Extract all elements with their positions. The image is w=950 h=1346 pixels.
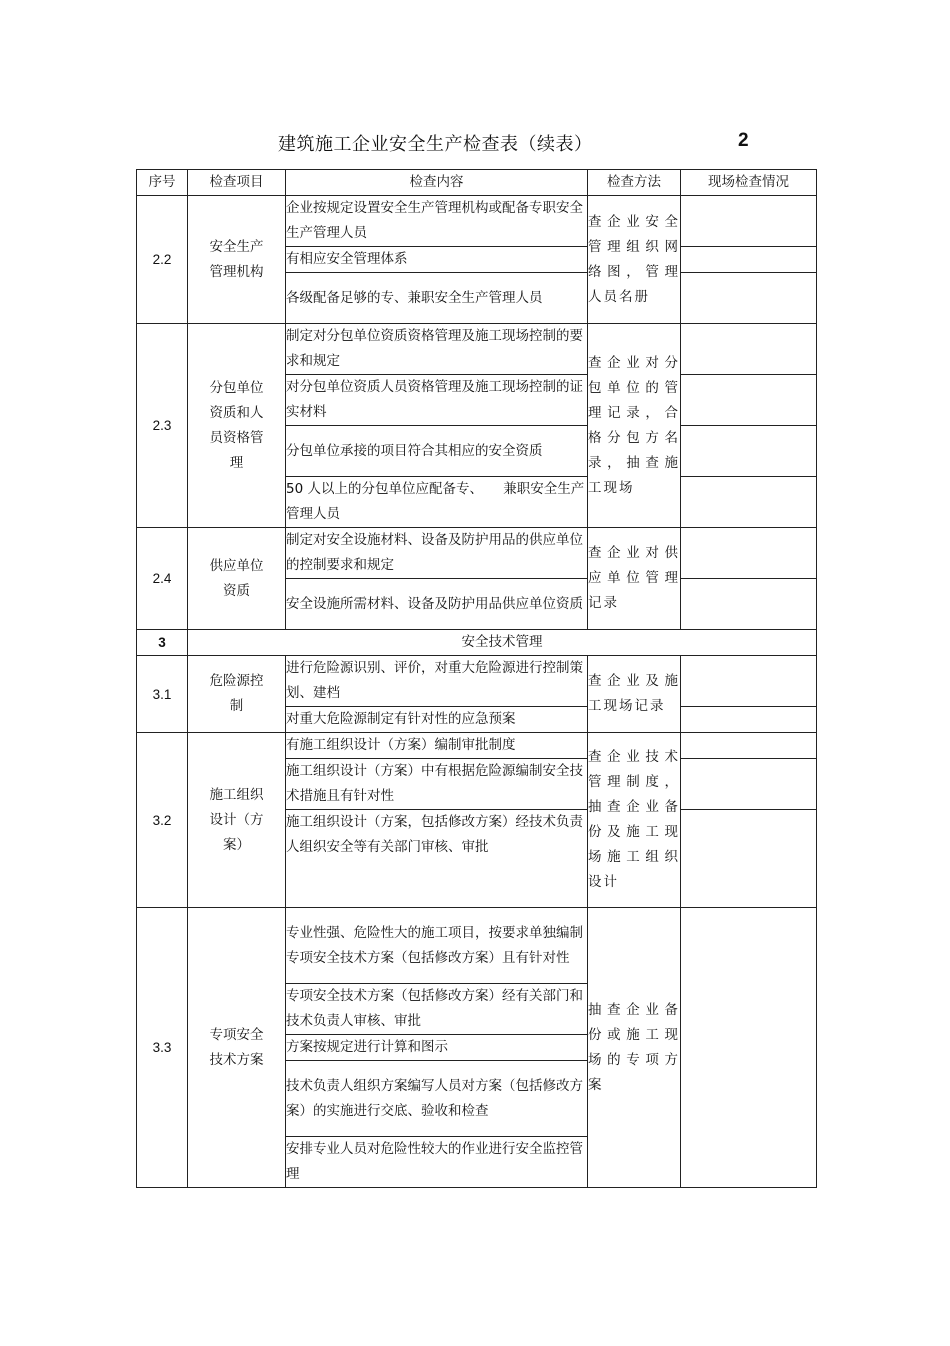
row-number: 2.2	[137, 196, 188, 324]
check-method: 抽查企业备份或施工现场的专项方案	[588, 1001, 680, 1093]
table-row	[137, 324, 817, 375]
check-content: 有相应安全管理体系	[286, 251, 408, 267]
result-cell[interactable]	[681, 579, 817, 630]
check-content: 施工组织设计（方案）中有根据危险源编制安全技术措施且有针对性	[286, 763, 583, 804]
check-method: 查企业对分包单位的管理记录，合格分包方名录，抽查施工现场	[588, 354, 680, 496]
inspection-table	[136, 169, 817, 1188]
row-number: 3.2	[137, 733, 188, 908]
check-content: 50 人以上的分包单位应配备专、 兼职安全生产管理人员	[286, 481, 585, 522]
result-cell[interactable]	[681, 908, 817, 1188]
table-row	[137, 733, 817, 759]
row-number: 2.3	[137, 324, 188, 528]
check-item: 施工组织设计（方案）	[209, 786, 264, 853]
result-cell[interactable]	[681, 324, 817, 375]
result-cell[interactable]	[681, 477, 817, 528]
check-content: 企业按规定设置安全生产管理机构或配备专职安全生产管理人员	[286, 200, 583, 241]
check-method: 查企业技术管理制度，抽查企业备份及施工现场施工组织设计	[588, 749, 680, 890]
check-content: 制定对安全设施材料、设备及防护用品的供应单位的控制要求和规定	[286, 532, 583, 573]
check-content: 进行危险源识别、评价，对重大危险源进行控制策划、建档	[286, 660, 583, 701]
result-cell[interactable]	[681, 656, 817, 707]
result-cell[interactable]	[681, 733, 817, 759]
check-content: 制定对分包单位资质资格管理及施工现场控制的要求和规定	[286, 328, 583, 369]
result-cell[interactable]	[681, 196, 817, 247]
result-cell[interactable]	[681, 426, 817, 477]
check-item: 危险源控制	[209, 673, 264, 714]
result-cell[interactable]	[681, 759, 817, 810]
section-title: 安全技术管理	[188, 630, 817, 656]
check-content: 技术负责人组织方案编写人员对方案（包括修改方案）的实施进行交底、验收和检查	[286, 1077, 583, 1119]
check-item: 专项安全技术方案	[209, 1026, 264, 1068]
result-cell[interactable]	[681, 375, 817, 426]
check-content: 专业性强、危险性大的施工项目，按要求单独编制专项安全技术方案（包括修改方案）且有针对性	[286, 924, 583, 966]
section-number: 3	[137, 630, 188, 656]
table-row	[137, 528, 817, 579]
result-cell[interactable]	[681, 273, 817, 324]
header-result: 现场检查情况	[681, 170, 817, 196]
check-item: 安全生产管理机构	[209, 238, 264, 280]
check-item: 分包单位资质和人员资格管理	[209, 379, 264, 471]
check-item: 供应单位资质	[209, 557, 264, 599]
page-number: 2	[738, 130, 749, 151]
table-header-row	[137, 170, 817, 196]
row-number: 3.3	[137, 908, 188, 1188]
header-no: 序号	[137, 170, 188, 196]
table-row	[137, 656, 817, 707]
check-method: 查企业对供应单位管理记录	[588, 545, 680, 611]
row-number: 3.1	[137, 656, 188, 733]
check-content: 分包单位承接的项目符合其相应的安全资质	[286, 442, 543, 459]
page-title: 建筑施工企业安全生产检查表（续表）	[278, 134, 593, 155]
check-method: 查企业及施工现场记录	[588, 673, 680, 714]
table-row	[137, 908, 817, 984]
check-content: 安全设施所需材料、设备及防护用品供应单位资质	[286, 595, 583, 612]
row-number: 2.4	[137, 528, 188, 630]
check-content: 对重大危险源制定有针对性的应急预案	[286, 711, 516, 727]
section-row	[137, 630, 817, 656]
check-content: 对分包单位资质人员资格管理及施工现场控制的证实材料	[286, 379, 583, 420]
result-cell[interactable]	[681, 810, 817, 908]
result-cell[interactable]	[681, 247, 817, 273]
result-cell[interactable]	[681, 707, 817, 733]
check-content: 方案按规定进行计算和图示	[286, 1039, 448, 1055]
header-method: 检查方法	[588, 170, 681, 196]
header-item: 检查项目	[188, 170, 286, 196]
check-content: 有施工组织设计（方案）编制审批制度	[286, 737, 516, 753]
check-method: 查企业安全管理组织网络图，管理人员名册	[588, 213, 680, 305]
header-content: 检查内容	[286, 170, 588, 196]
table-row	[137, 196, 817, 247]
check-content: 各级配备足够的专、兼职安全生产管理人员	[286, 289, 543, 306]
result-cell[interactable]	[681, 528, 817, 579]
check-content: 施工组织设计（方案，包括修改方案）经技术负责人组织安全等有关部门审核、审批	[286, 814, 583, 855]
check-content: 安排专业人员对危险性较大的作业进行安全监控管理	[286, 1141, 583, 1182]
check-content: 专项安全技术方案（包括修改方案）经有关部门和技术负责人审核、审批	[286, 988, 583, 1029]
